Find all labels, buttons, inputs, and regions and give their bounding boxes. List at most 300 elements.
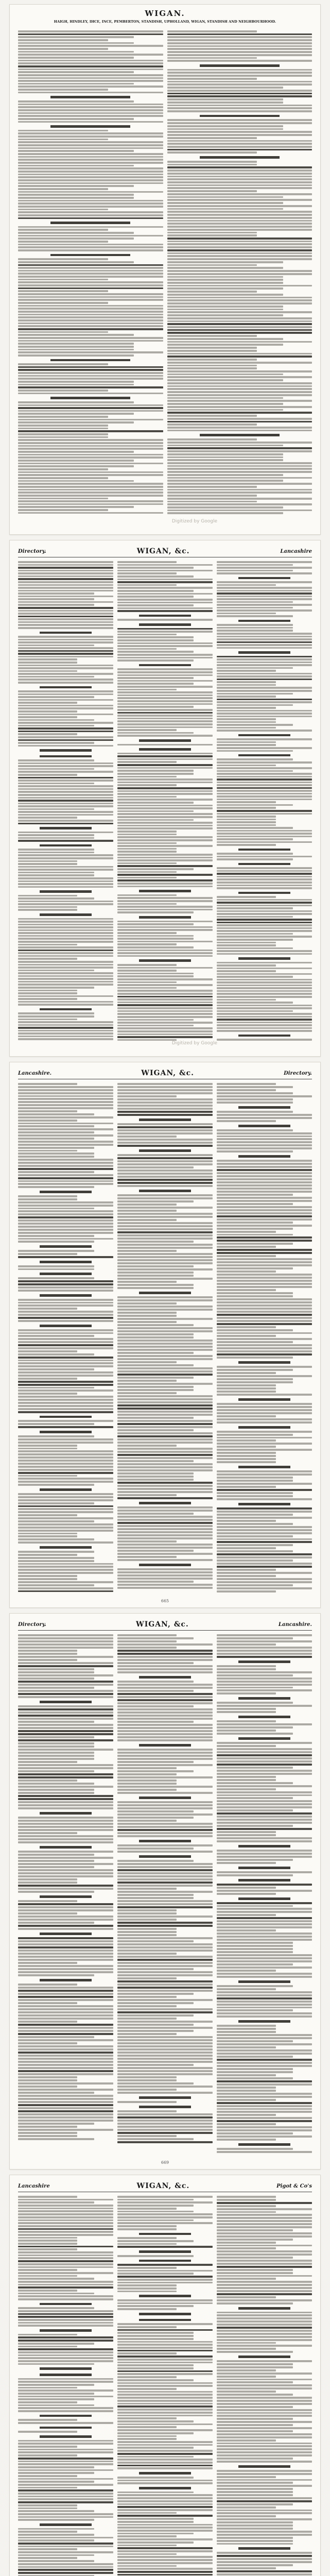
scanned-text-line [18, 1696, 113, 1698]
scanned-text-line [217, 2528, 293, 2530]
scanned-text-line [18, 2313, 113, 2315]
scanned-text-line [139, 623, 192, 626]
scanned-text-line [18, 2213, 113, 2215]
scanned-text-line [217, 693, 293, 695]
scanned-text-line [217, 1942, 293, 1944]
scanned-text-line [117, 1959, 213, 1961]
scanned-text-line [167, 347, 257, 349]
scanned-text-line [117, 1820, 177, 1822]
scanned-text-line [217, 2009, 293, 2011]
scanned-text-line [18, 1110, 77, 1112]
scanned-text-line [217, 2482, 293, 2484]
scanned-text-line [167, 480, 283, 482]
scanned-text-line [217, 1511, 312, 1513]
scanned-text-line [167, 164, 257, 166]
scanned-text-line [18, 2266, 113, 2268]
scanned-text-line [167, 78, 257, 80]
scanned-text-line [217, 1191, 312, 1193]
scanned-text-line [18, 2451, 113, 2453]
scanned-text-line [18, 2566, 113, 2568]
scanned-text-line [117, 894, 177, 896]
scanned-text-line [217, 2059, 312, 2061]
scanned-text-line [217, 830, 312, 832]
scanned-text-line [167, 332, 312, 334]
scanned-text-line [18, 287, 163, 290]
scanned-text-line [18, 1032, 113, 1035]
scanned-text-line [217, 2561, 312, 2563]
scanned-text-line [18, 2036, 94, 2038]
scanned-text-line [217, 2202, 312, 2204]
scanned-text-line [217, 1547, 276, 1549]
scanned-text-line [18, 1481, 113, 1483]
scanned-text-line [117, 2267, 177, 2269]
scanned-text-line [167, 468, 312, 470]
scanned-text-line [117, 1807, 213, 1809]
scanned-text-line [217, 587, 312, 589]
scanned-text-line [217, 724, 293, 726]
scanned-text-line [18, 975, 113, 977]
scanned-text-line [117, 2441, 213, 2443]
scanned-text-line [18, 454, 163, 456]
scanned-text-line [217, 2384, 312, 2386]
scanned-text-line [167, 394, 312, 396]
scanned-text-line [217, 1446, 276, 1448]
scanned-text-line [238, 1845, 291, 1848]
scanned-text-line [18, 2039, 113, 2041]
scanned-text-line [117, 1367, 213, 1369]
scanned-text-line [217, 2348, 276, 2350]
scanned-text-line [117, 1513, 194, 1515]
scanned-text-line [167, 287, 283, 290]
scanned-text-line [40, 2427, 92, 2429]
scanned-text-line [217, 2312, 312, 2314]
scanned-text-line [40, 1812, 92, 1815]
digitized-watermark: Digitized by Google [171, 1041, 217, 1046]
scanned-text-line [18, 2325, 113, 2327]
scanned-text-line [40, 1895, 92, 1898]
scanned-text-line [217, 2269, 293, 2271]
scanned-text-line [18, 2551, 113, 2553]
scanned-text-line [18, 1900, 77, 1902]
scanned-text-line [217, 1550, 293, 1552]
scanned-text-line [117, 2521, 194, 2523]
scanned-text-line [167, 45, 312, 47]
scanned-text-line [18, 401, 134, 403]
scanned-text-line [238, 849, 291, 851]
scanned-text-line [18, 1650, 77, 1652]
scanned-text-line [18, 1535, 77, 1537]
scanned-text-line [217, 607, 293, 609]
scanned-text-line [18, 1909, 113, 1911]
scanned-text-line [18, 906, 77, 908]
scanned-text-line [217, 2387, 312, 2389]
scanned-text-line [117, 2503, 213, 2505]
scanned-text-line [117, 1343, 213, 1345]
scanned-text-line [117, 2385, 213, 2387]
scanned-text-line [217, 942, 276, 944]
scanned-text-line [167, 306, 283, 308]
scanned-text-line [217, 681, 276, 683]
scanned-text-line [18, 77, 163, 79]
running-head-left: Directory. [18, 1621, 46, 1628]
scanned-text-line [18, 2387, 77, 2389]
scanned-text-line [217, 718, 276, 720]
scanned-text-line [117, 590, 194, 592]
scanned-text-line [18, 779, 113, 782]
scanned-text-line [117, 2064, 194, 2066]
scanned-text-line [217, 973, 312, 975]
scanned-text-line [18, 1764, 113, 1766]
scanned-text-line [217, 1535, 293, 1537]
scanned-text-line [18, 2257, 113, 2259]
scanned-text-line [18, 918, 113, 920]
scanned-text-line [167, 229, 312, 231]
scanned-text-line [117, 1671, 213, 1673]
scanned-text-line [217, 1409, 312, 1411]
scanned-text-line [117, 827, 213, 829]
scanned-text-line [40, 844, 92, 846]
scanned-text-line [167, 397, 283, 399]
scanned-text-line [117, 2240, 194, 2242]
scanned-text-line [18, 2458, 113, 2460]
scanned-text-line [167, 90, 312, 92]
scanned-text-line [117, 700, 213, 702]
scanned-text-line [117, 1472, 194, 1475]
scanned-text-line [117, 636, 194, 638]
scanned-text-line [18, 351, 163, 353]
digitized-watermark: Digitized by Google [171, 519, 217, 524]
scanned-text-line [217, 2229, 293, 2231]
scanned-text-line [18, 2560, 94, 2562]
scanned-text-line [18, 238, 134, 240]
scanned-text-line [18, 2067, 113, 2069]
scanned-text-line [117, 2018, 177, 2020]
scanned-text-line [217, 1101, 293, 1104]
scanned-text-line [117, 1962, 213, 1964]
scanned-text-line [117, 2196, 213, 2198]
scanned-text-line [167, 341, 312, 343]
scanned-text-line [18, 2201, 94, 2204]
scanned-text-line [117, 799, 213, 801]
scanned-text-line [117, 1702, 213, 1704]
scanned-text-line [217, 2524, 293, 2527]
scanned-text-line [117, 1711, 213, 1714]
scanned-text-line [117, 564, 213, 566]
scanned-text-line [18, 1399, 113, 1401]
scanned-text-line [238, 651, 291, 653]
scanned-text-line [217, 1391, 276, 1393]
scanned-text-line [117, 2129, 213, 2131]
scanned-text-line [18, 578, 113, 580]
scanned-text-line [167, 137, 257, 139]
scanned-text-line [167, 374, 283, 376]
scanned-text-line [18, 1229, 113, 1231]
scanned-text-line [117, 2426, 177, 2428]
scanned-text-line [217, 976, 293, 978]
scanned-text-line [217, 2543, 293, 2545]
scanned-text-line [117, 1922, 213, 1924]
scanned-text-line [167, 317, 312, 319]
scanned-text-line [18, 2278, 94, 2280]
scanned-text-line [117, 1157, 213, 1159]
scanned-text-line [18, 281, 163, 283]
scanned-text-line [167, 510, 312, 512]
scanned-text-line [217, 1372, 276, 1374]
scanned-text-line [40, 913, 92, 916]
scanned-text-line [117, 987, 177, 989]
scanned-text-line [139, 1118, 192, 1121]
scanned-text-line [18, 62, 163, 64]
scanned-text-line [18, 1168, 113, 1170]
scanned-text-line [18, 2255, 113, 2257]
scanned-text-line [18, 2295, 113, 2297]
scanned-text-line [18, 1677, 94, 1680]
scanned-text-line [217, 1449, 312, 1451]
scanned-text-line [217, 816, 276, 818]
scanned-text-line [217, 1320, 312, 1322]
scanned-text-line [117, 784, 177, 786]
scanned-text-line [18, 613, 113, 615]
scanned-text-line [217, 2062, 312, 2064]
scanned-text-line [117, 1036, 213, 1038]
scanned-text-line [117, 2079, 177, 2081]
scanned-text-line [217, 1997, 312, 1999]
scanned-text-line [217, 1523, 293, 1525]
scanned-text-line [40, 1191, 92, 1193]
scanned-text-line [18, 2363, 94, 2365]
scanned-text-line [117, 1776, 213, 1778]
scanned-text-line [18, 794, 113, 796]
scanned-text-line [18, 1493, 113, 1495]
scanned-text-line [18, 2104, 113, 2106]
scanned-text-line [18, 1795, 113, 1797]
scanned-text-line [18, 731, 113, 733]
scanned-text-line [217, 767, 312, 769]
scanned-text-line [217, 841, 312, 843]
scanned-text-line [217, 930, 312, 932]
scanned-text-line [167, 335, 257, 337]
scanned-text-line [117, 579, 213, 581]
scanned-text-line [18, 1405, 113, 1407]
scanned-text-line [217, 1261, 312, 1263]
scanned-text-line [18, 581, 113, 583]
scanned-text-line [217, 630, 293, 632]
scanned-text-line [117, 2480, 213, 2482]
scanned-text-line [18, 719, 94, 721]
scanned-text-line [18, 299, 163, 301]
scanned-text-line [217, 2105, 312, 2107]
scanned-text-line [117, 2014, 194, 2016]
scanned-text-line [217, 727, 276, 729]
scanned-text-line [18, 759, 94, 761]
scanned-text-line [139, 1855, 192, 1858]
scanned-text-line [117, 2355, 213, 2358]
scanned-text-line [18, 1968, 113, 1970]
scanned-text-line [167, 105, 312, 107]
scanned-text-line [117, 689, 177, 691]
scanned-text-line [117, 1089, 213, 1091]
scanned-text-line [117, 2459, 213, 2461]
scanned-text-line [18, 407, 163, 409]
scanned-text-line [117, 1016, 213, 1018]
scanned-text-line [117, 2494, 213, 2496]
scanned-text-line [18, 803, 113, 805]
running-head-title: WIGAN, &c. [135, 1620, 189, 1629]
scanned-text-line [117, 1863, 213, 1865]
scanned-text-line [18, 1344, 113, 1346]
scanned-text-line [238, 1466, 291, 1468]
scanned-text-line [167, 409, 283, 411]
scanned-text-line [18, 2389, 113, 2392]
scanned-text-line [18, 1919, 113, 1921]
scanned-text-line [117, 1179, 213, 1181]
scanned-text-line [18, 404, 163, 406]
scanned-text-line [40, 2367, 92, 2370]
scanned-text-line [217, 1553, 312, 1555]
scanned-text-line [117, 1039, 177, 1041]
text-column-1 [18, 1634, 113, 2154]
scanned-text-line [18, 419, 163, 421]
scanned-text-line [117, 2216, 213, 2218]
scanned-text-line [117, 1352, 194, 1354]
scanned-text-line [117, 932, 177, 934]
scanned-text-line [18, 2064, 113, 2066]
scanned-text-line [40, 827, 92, 829]
scanned-text-line [18, 1940, 113, 1942]
scanned-text-line [217, 1160, 312, 1162]
scanned-text-line [117, 1733, 213, 1735]
scanned-text-line [217, 1228, 293, 1230]
scanned-text-line [117, 1980, 213, 1982]
scanned-text-line [167, 246, 312, 248]
scanned-text-line [238, 1106, 291, 1109]
scanned-text-line [217, 2476, 276, 2478]
scanned-text-line [117, 938, 194, 940]
scanned-text-line [117, 2420, 194, 2422]
scanned-text-line [18, 1959, 113, 1961]
scanned-text-line [217, 741, 276, 743]
scanned-text-line [117, 1925, 213, 1927]
scanned-text-line [117, 1160, 213, 1162]
scanned-text-line [18, 139, 108, 141]
scanned-text-line [117, 1488, 213, 1490]
scanned-text-line [18, 1335, 94, 1337]
running-head-left: Lancashire. [18, 1070, 52, 1076]
scanned-text-line [18, 135, 163, 138]
scanned-text-line [217, 1650, 312, 1652]
scanned-text-line [217, 596, 312, 598]
scanned-text-line [18, 2275, 77, 2277]
scanned-text-line [217, 1381, 293, 1383]
scanned-text-line [217, 1967, 312, 1969]
scanned-text-line [18, 206, 163, 208]
scanned-text-line [18, 872, 94, 874]
scanned-text-line [117, 1318, 213, 1320]
scanned-text-line [217, 2400, 312, 2402]
scanned-text-line [217, 1175, 312, 1177]
scanned-text-line [18, 1027, 113, 1029]
scanned-text-line [18, 1219, 113, 1222]
scanned-text-line [18, 1448, 77, 1450]
scanned-text-line [217, 2314, 312, 2316]
scanned-text-line [18, 2393, 94, 2395]
scanned-text-line [217, 2479, 312, 2481]
scanned-text-line [117, 1690, 194, 1692]
scanned-text-line [217, 1387, 276, 1389]
scanned-text-line [117, 1522, 213, 1524]
scanned-text-line [18, 334, 134, 336]
scanned-text-line [117, 2323, 213, 2325]
scanned-text-line [18, 474, 163, 476]
scanned-text-line [18, 834, 94, 836]
scanned-text-line [217, 1246, 276, 1248]
scanned-text-line [18, 2316, 113, 2318]
scanned-text-line [217, 1181, 312, 1183]
scanned-text-line [117, 1426, 213, 1428]
scanned-text-line [117, 2219, 194, 2222]
scanned-text-line [117, 1900, 213, 1902]
scanned-text-line [18, 2537, 113, 2539]
scanned-text-line [217, 1483, 312, 1485]
scanned-text-line [217, 1976, 312, 1978]
scanned-text-line [139, 1744, 192, 1747]
scanned-text-line [18, 2284, 113, 2286]
scanned-text-line [217, 1347, 312, 1349]
scanned-text-line [18, 1438, 113, 1440]
scanned-text-line [18, 328, 163, 330]
scanned-text-line [18, 1563, 113, 1565]
scanned-text-line [117, 2571, 213, 2573]
scanned-text-line [18, 762, 113, 765]
scanned-text-line [217, 2366, 293, 2368]
scanned-text-line [117, 1516, 213, 1518]
scanned-text-line [217, 1117, 312, 1119]
scanned-text-line [18, 1690, 113, 1692]
scanned-text-line [217, 2376, 276, 2378]
scanned-text-line [217, 1566, 312, 1568]
scanned-text-line [217, 1917, 312, 1919]
scanned-text-line [217, 581, 312, 583]
scanned-text-line [117, 2338, 194, 2340]
scanned-text-line [167, 344, 283, 346]
scanned-text-line [217, 2266, 312, 2268]
scanned-text-line [117, 990, 213, 992]
scanned-text-line [167, 362, 312, 364]
intro-heading [18, 9, 312, 24]
scanned-text-line [40, 1245, 92, 1248]
scanned-text-line [238, 2547, 291, 2550]
scanned-text-line [217, 1708, 276, 1710]
scanned-text-line [18, 1587, 113, 1589]
scanned-text-line [117, 911, 194, 913]
text-column-2 [117, 1083, 213, 1592]
scanned-text-line [50, 222, 130, 224]
scanned-text-line [18, 1807, 113, 1809]
scanned-text-line [117, 1302, 177, 1304]
scanned-text-line [18, 1505, 113, 1507]
scanned-text-line [217, 1893, 276, 1895]
scanned-text-line [167, 365, 257, 367]
scanned-text-line [217, 999, 276, 1001]
scanned-text-line [117, 2376, 177, 2378]
scanned-text-line [18, 2033, 113, 2035]
scanned-text-line [167, 143, 312, 145]
scanned-text-line [117, 2373, 213, 2375]
scanned-text-line [117, 634, 177, 636]
scanned-text-line [217, 770, 293, 772]
scanned-text-line [117, 2465, 213, 2467]
scanned-text-line [139, 2487, 192, 2489]
